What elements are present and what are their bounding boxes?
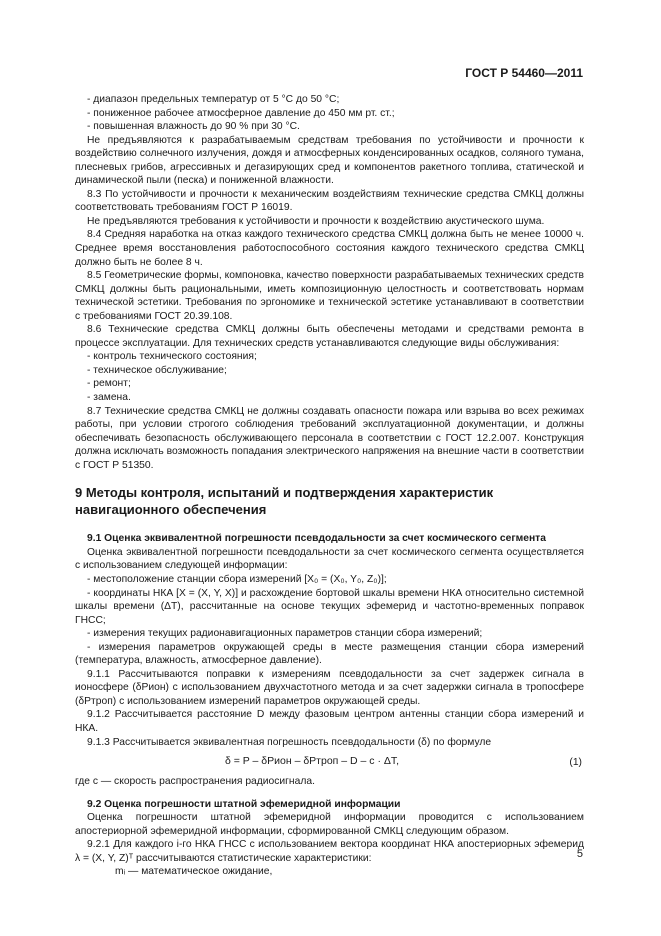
clause-9-1-2: 9.1.2 Рассчитывается расстояние D между фазовым центром антенны станции сбора измерений и НКА. xyxy=(75,709,584,734)
clause-8-6: 8.6 Технические средства СМКЦ должны быть обеспечены методами и средствами ремонта в процессе эксплуатации. Для технических средств устанавливаются следующие виды обслуживания: xyxy=(75,324,584,349)
list-item: - диапазон предельных температур от 5 °С до 50 °С; xyxy=(87,94,340,105)
subsection-9-1-heading: 9.1 Оценка эквивалентной погрешности псевдодальности за счет космического сегмента xyxy=(87,533,546,545)
paragraph: Оценка эквивалентной погрешности псевдодальности за счет космического сегмента осуществляется с использованием следующей информации: xyxy=(75,546,584,572)
list-item: - контроль технического состояния; xyxy=(87,351,257,363)
clause-8-7: 8.7 Технические средства СМКЦ не должны создавать опасности пожара или взрыва во всех режимах работы, при условии строгого соблюдения требований эксплуатационной документации, и должны обеспечивать безопасность обслуживающего персонала в соответствии с ГОСТ 12.2.007. Конструкция должна исключать возможность попадания электрического напряжения на внешние части в соответствии с ГОСТ Р 51350. xyxy=(75,405,584,471)
formula-1 xyxy=(75,751,584,775)
page-number: 5 xyxy=(576,848,583,860)
clause-9-2-1: 9.2.1 Для каждого i-го НКА ГНСС с использованием вектора координат НКА апостериорных эфемерид λ = (X, Y, Z)ᵀ рассчитываются статистические характеристики: xyxy=(75,839,584,864)
clause-8-3: 8.3 По устойчивости и прочности к механическим воздействиям технические средства СМКЦ должны соответствовать требованиям ГОСТ Р 16019. xyxy=(75,188,584,214)
clause-8-4: 8.4 Средняя наработка на отказ каждого технического средства СМКЦ должна быть не менее 10000 ч. Среднее время восстановления работоспособного состояния каждого технического средства СМКЦ должно быть не более 8 ч. xyxy=(75,229,584,268)
list-item: - местоположение станции сбора измерений [X₀ = (X₀, Y₀, Z₀)]; xyxy=(87,573,387,585)
list-item: - координаты НКА [X = (X, Y, X)] и расхождение бортовой шкалы времени НКА относительно системной шкалы времени (ΔT), рассчитанные на основе текущих эфемерид и частотно-временных поправок ГНСС; xyxy=(75,587,584,626)
list-item: - техническое обслуживание; xyxy=(87,364,227,376)
formula-number: (1) xyxy=(569,757,582,769)
list-item: - замена. xyxy=(87,392,131,404)
paragraph: Оценка погрешности штатной эфемеридной информации проводится с использованием апостериорной эфемеридной информации, сформированной СМКЦ следующим образом. xyxy=(75,812,584,837)
list-item: - ремонт; xyxy=(87,378,131,390)
list-item: - измерения параметров окружающей среды в месте размещения станции сбора измерений (температура, влажность, атмосферное давление). xyxy=(75,641,584,667)
list-item: - повышенная влажность до 90 % при 30 °С. xyxy=(87,121,300,133)
list-item: - пониженное рабочее атмосферное давление до 450 мм рт. ст.; xyxy=(87,107,395,119)
definition-item: mᵢ — математическое ожидание, xyxy=(115,866,273,878)
clause-9-1-3: 9.1.3 Рассчитывается эквивалентная погрешность псевдодальности (δ) по формуле xyxy=(87,736,492,748)
clause-8-5: 8.5 Геометрические формы, компоновка, качество поверхности разрабатываемых технических средств СМКЦ должны быть рациональными, иметь композиционную целостность и соответствовать нормам технической эстетики. Требования по эргономике и технической эстетике устанавливают в соответствии с требованиями ГОСТ 20.39.108. xyxy=(75,270,584,322)
document-header: ГОСТ Р 54460—2011 xyxy=(465,66,583,80)
clause-9-1-1: 9.1.1 Рассчитываются поправки к измерениям псевдодальности за счет задержек сигнала в ионосфере (δPион) с использованием двухчастотного метода и за счет задержки сигнала в тропосфере (δPтроп) с использованием измерений параметров окружающей среды. xyxy=(75,668,584,707)
subsection-9-2-heading: 9.2 Оценка погрешности штатной эфемеридной информации xyxy=(87,798,401,810)
paragraph: Не предъявляются к разрабатываемым средствам требования по устойчивости и прочности к воздействию солнечного излучения, дождя и атмосферных конденсированных осадков, соляного тумана, плесневых грибов, агрессивных и дегазирующих сред и компонентов ракетного топлива, статической и динамической пыли (песка) и пониженной влажности. xyxy=(75,134,584,187)
formula-legend: где с — скорость распространения радиосигнала. xyxy=(75,776,315,788)
formula-expression: δ = P – δPион – δPтроп – D – c · ΔT, xyxy=(225,755,400,768)
paragraph: Не предъявляются требования к устойчивости и прочности к воздействию акустического шума. xyxy=(87,215,545,227)
page-body xyxy=(75,93,584,879)
section-9-heading: 9 Методы контроля, испытаний и подтверждения характеристик навигационного обеспечения xyxy=(75,485,494,518)
list-item: - измерения текущих радионавигационных параметров станции сбора измерений; xyxy=(87,628,483,640)
